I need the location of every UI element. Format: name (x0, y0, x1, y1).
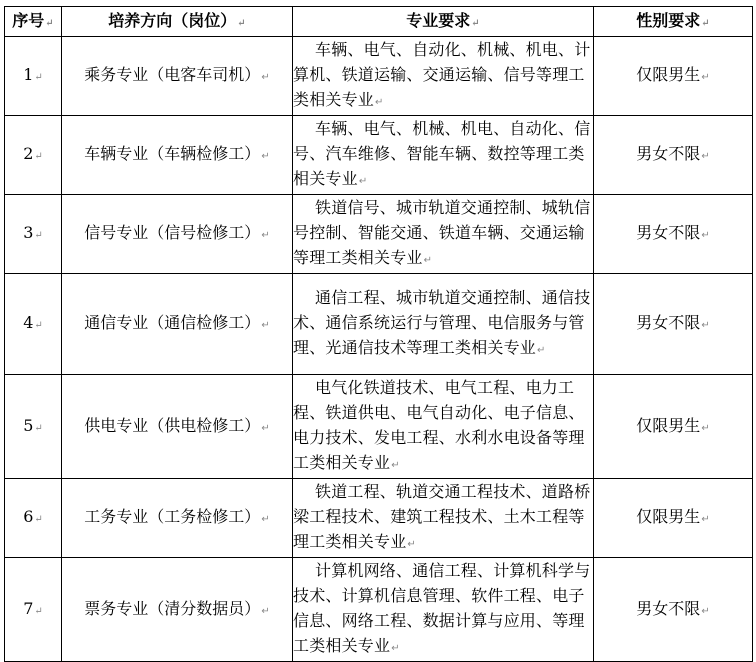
row-number: 1↵ (5, 37, 62, 116)
row-number: 7↵ (5, 558, 62, 662)
header-gender: 性别要求↵ (594, 7, 753, 37)
row-direction: 通信专业（通信检修工）↵ (62, 274, 293, 375)
table-row (5, 558, 753, 662)
row-majors: 电气化铁道技术、电气工程、电力工程、铁道供电、电气自动化、电子信息、电力技术、发电工程、水利水电设备等理工类相关专业↵ (293, 375, 594, 479)
table-row (5, 116, 753, 195)
row-direction: 工务专业（工务检修工）↵ (62, 479, 293, 558)
row-number: 2↵ (5, 116, 62, 195)
row-majors: 车辆、电气、机械、机电、自动化、信号、汽车维修、智能车辆、数控等理工类相关专业↵ (293, 116, 594, 195)
row-gender: 男女不限↵ (594, 558, 753, 662)
header-row (5, 7, 753, 37)
header-direction: 培养方向（岗位）↵ (62, 7, 293, 37)
row-direction: 供电专业（供电检修工）↵ (62, 375, 293, 479)
row-majors: 铁道信号、城市轨道交通控制、城轨信号控制、智能交通、铁道车辆、交通运输等理工类相关专业↵ (293, 195, 594, 274)
row-gender: 男女不限↵ (594, 116, 753, 195)
row-gender: 男女不限↵ (594, 274, 753, 375)
row-majors: 计算机网络、通信工程、计算机科学与技术、计算机信息管理、软件工程、电子信息、网络工程、数据计算与应用、等理工类相关专业↵ (293, 558, 594, 662)
requirements-table (4, 6, 753, 662)
row-direction: 车辆专业（车辆检修工）↵ (62, 116, 293, 195)
row-number: 3↵ (5, 195, 62, 274)
row-gender: 男女不限↵ (594, 195, 753, 274)
row-direction: 乘务专业（电客车司机）↵ (62, 37, 293, 116)
row-number: 4↵ (5, 274, 62, 375)
row-direction: 信号专业（信号检修工）↵ (62, 195, 293, 274)
row-number: 6↵ (5, 479, 62, 558)
header-no: 序号↵ (5, 7, 62, 37)
row-gender: 仅限男生↵ (594, 37, 753, 116)
row-direction: 票务专业（清分数据员）↵ (62, 558, 293, 662)
row-number: 5↵ (5, 375, 62, 479)
row-majors: 铁道工程、轨道交通工程技术、道路桥梁工程技术、建筑工程技术、土木工程等理工类相关专业↵ (293, 479, 594, 558)
table-row (5, 195, 753, 274)
row-gender: 仅限男生↵ (594, 479, 753, 558)
table-row (5, 479, 753, 558)
table-row (5, 274, 753, 375)
table-row (5, 37, 753, 116)
row-majors: 车辆、电气、自动化、机械、机电、计算机、铁道运输、交通运输、信号等理工类相关专业↵ (293, 37, 594, 116)
row-majors: 通信工程、城市轨道交通控制、通信技术、通信系统运行与管理、电信服务与管理、光通信技术等理工类相关专业↵ (293, 274, 594, 375)
row-gender: 仅限男生↵ (594, 375, 753, 479)
header-majors: 专业要求↵ (293, 7, 594, 37)
table-row (5, 375, 753, 479)
